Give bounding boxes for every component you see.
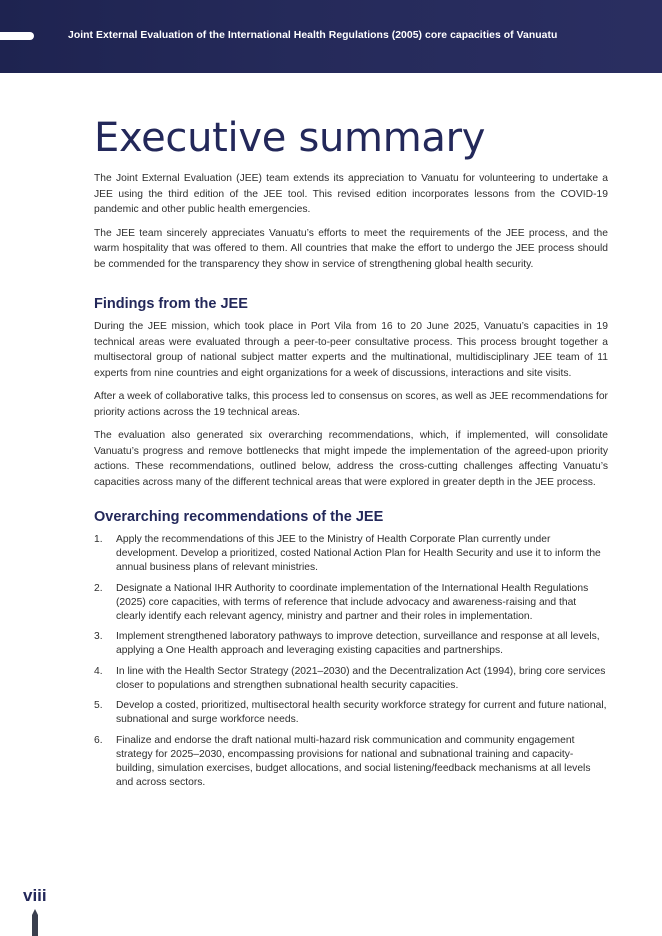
list-item-number: 2. (94, 582, 103, 594)
intro-paragraph-1: The Joint External Evaluation (JEE) team extends its appreciation to Vanuatu for volunteering to undertake a JEE using the third edition of the JEE tool. This revised edition incorporates lessons from the COVID-19 pandemic and other public health emergencies. (94, 173, 608, 215)
list-item (94, 630, 608, 658)
list-item (94, 582, 608, 624)
list-item-number: 4. (94, 665, 103, 677)
list-item-text: Finalize and endorse the draft national multi-hazard risk communication and community engagement strategy for 2025–2030, encompassing provisions for national and subnational training and capacity-building, simulation exercises, budget allocations, and social listening/feedback mechanisms at all levels and across sectors. (116, 734, 591, 788)
list-item-number: 5. (94, 700, 103, 711)
intro-paragraph-2: The JEE team sincerely appreciates Vanuatu’s efforts to meet the requirements of the JEE process, and the warm hospitality that was offered to them. All countries that make the effort to undergo the JEE process should be commended for the transparency they show in service of strengthening global health security. (94, 227, 608, 270)
recommendations-heading: Overarching recommendations of the JEE (94, 509, 384, 525)
findings-paragraph-1: During the JEE mission, which took place in Port Vila from 16 to 20 June 2025, Vanuatu’s capacities in 19 technical areas were evaluated through a peer-to-peer consultative process. This process brought together a multisectoral group of national subject matter experts and the multinational, multidisciplinary JEE team of 11 experts from nine countries and eight organizations for a week of discussions, interactions and site visits. (94, 321, 608, 379)
header-bookmark-marker (0, 32, 34, 40)
page-number: viii (23, 886, 47, 905)
list-item-text: Apply the recommendations of this JEE to the Ministry of Health Corporate Plan currently under development. Develop a prioritized, costed National Action Plan for Health Security and use it to inform the annual business plans of relevant ministries. (116, 534, 601, 573)
list-item (94, 734, 608, 790)
findings-paragraph-3: The evaluation also generated six overarching recommendations, which, if implemented, will consolidate Vanuatu’s progress and remove bottlenecks that might impede the implementation of the agreed-upon priority actions. These recommendations, outlined below, address the cross-cutting challenges affecting Vanuatu’s capacities across many of the different technical areas that were explored in greater depth in the JEE process. (94, 430, 608, 488)
findings-heading: Findings from the JEE (94, 296, 248, 312)
list-item (94, 665, 608, 693)
running-header-title: Joint External Evaluation of the International Health Regulations (2005) core capacities of Vanuatu (68, 30, 558, 41)
list-item-text: Designate a National IHR Authority to coordinate implementation of the International Health Regulations (2025) core capacities, with terms of reference that include advocacy and awareness-raising and that clearly identify each relevant agency, ministry and partner and their roles in implementation. (116, 582, 589, 622)
list-item (94, 533, 608, 575)
list-item-text: In line with the Health Sector Strategy (2021–2030) and the Decentralization Act (1994), bring core services closer to populations and strengthen subnational health security capacities. (116, 665, 606, 691)
page-title: Executive summary (94, 115, 486, 161)
list-item-text: Develop a costed, prioritized, multisectoral health security workforce strategy for current and future national, subnational and surge workforce needs. (116, 700, 607, 725)
recommendations-list (94, 533, 608, 790)
list-item-number: 1. (94, 534, 103, 545)
list-item-number: 6. (94, 734, 103, 746)
findings-paragraph-2: After a week of collaborative talks, this process led to consensus on scores, as well as JEE recommendations for priority actions across the 19 technical areas. (94, 391, 608, 418)
list-item-text: Implement strengthened laboratory pathways to improve detection, surveillance and response at all levels, applying a One Health approach and leveraging existing capacities and partnerships. (116, 631, 600, 656)
running-header (0, 0, 662, 73)
page-content (94, 110, 608, 796)
list-item (94, 699, 608, 727)
page-number-marker (32, 909, 38, 936)
list-item-number: 3. (94, 631, 103, 642)
